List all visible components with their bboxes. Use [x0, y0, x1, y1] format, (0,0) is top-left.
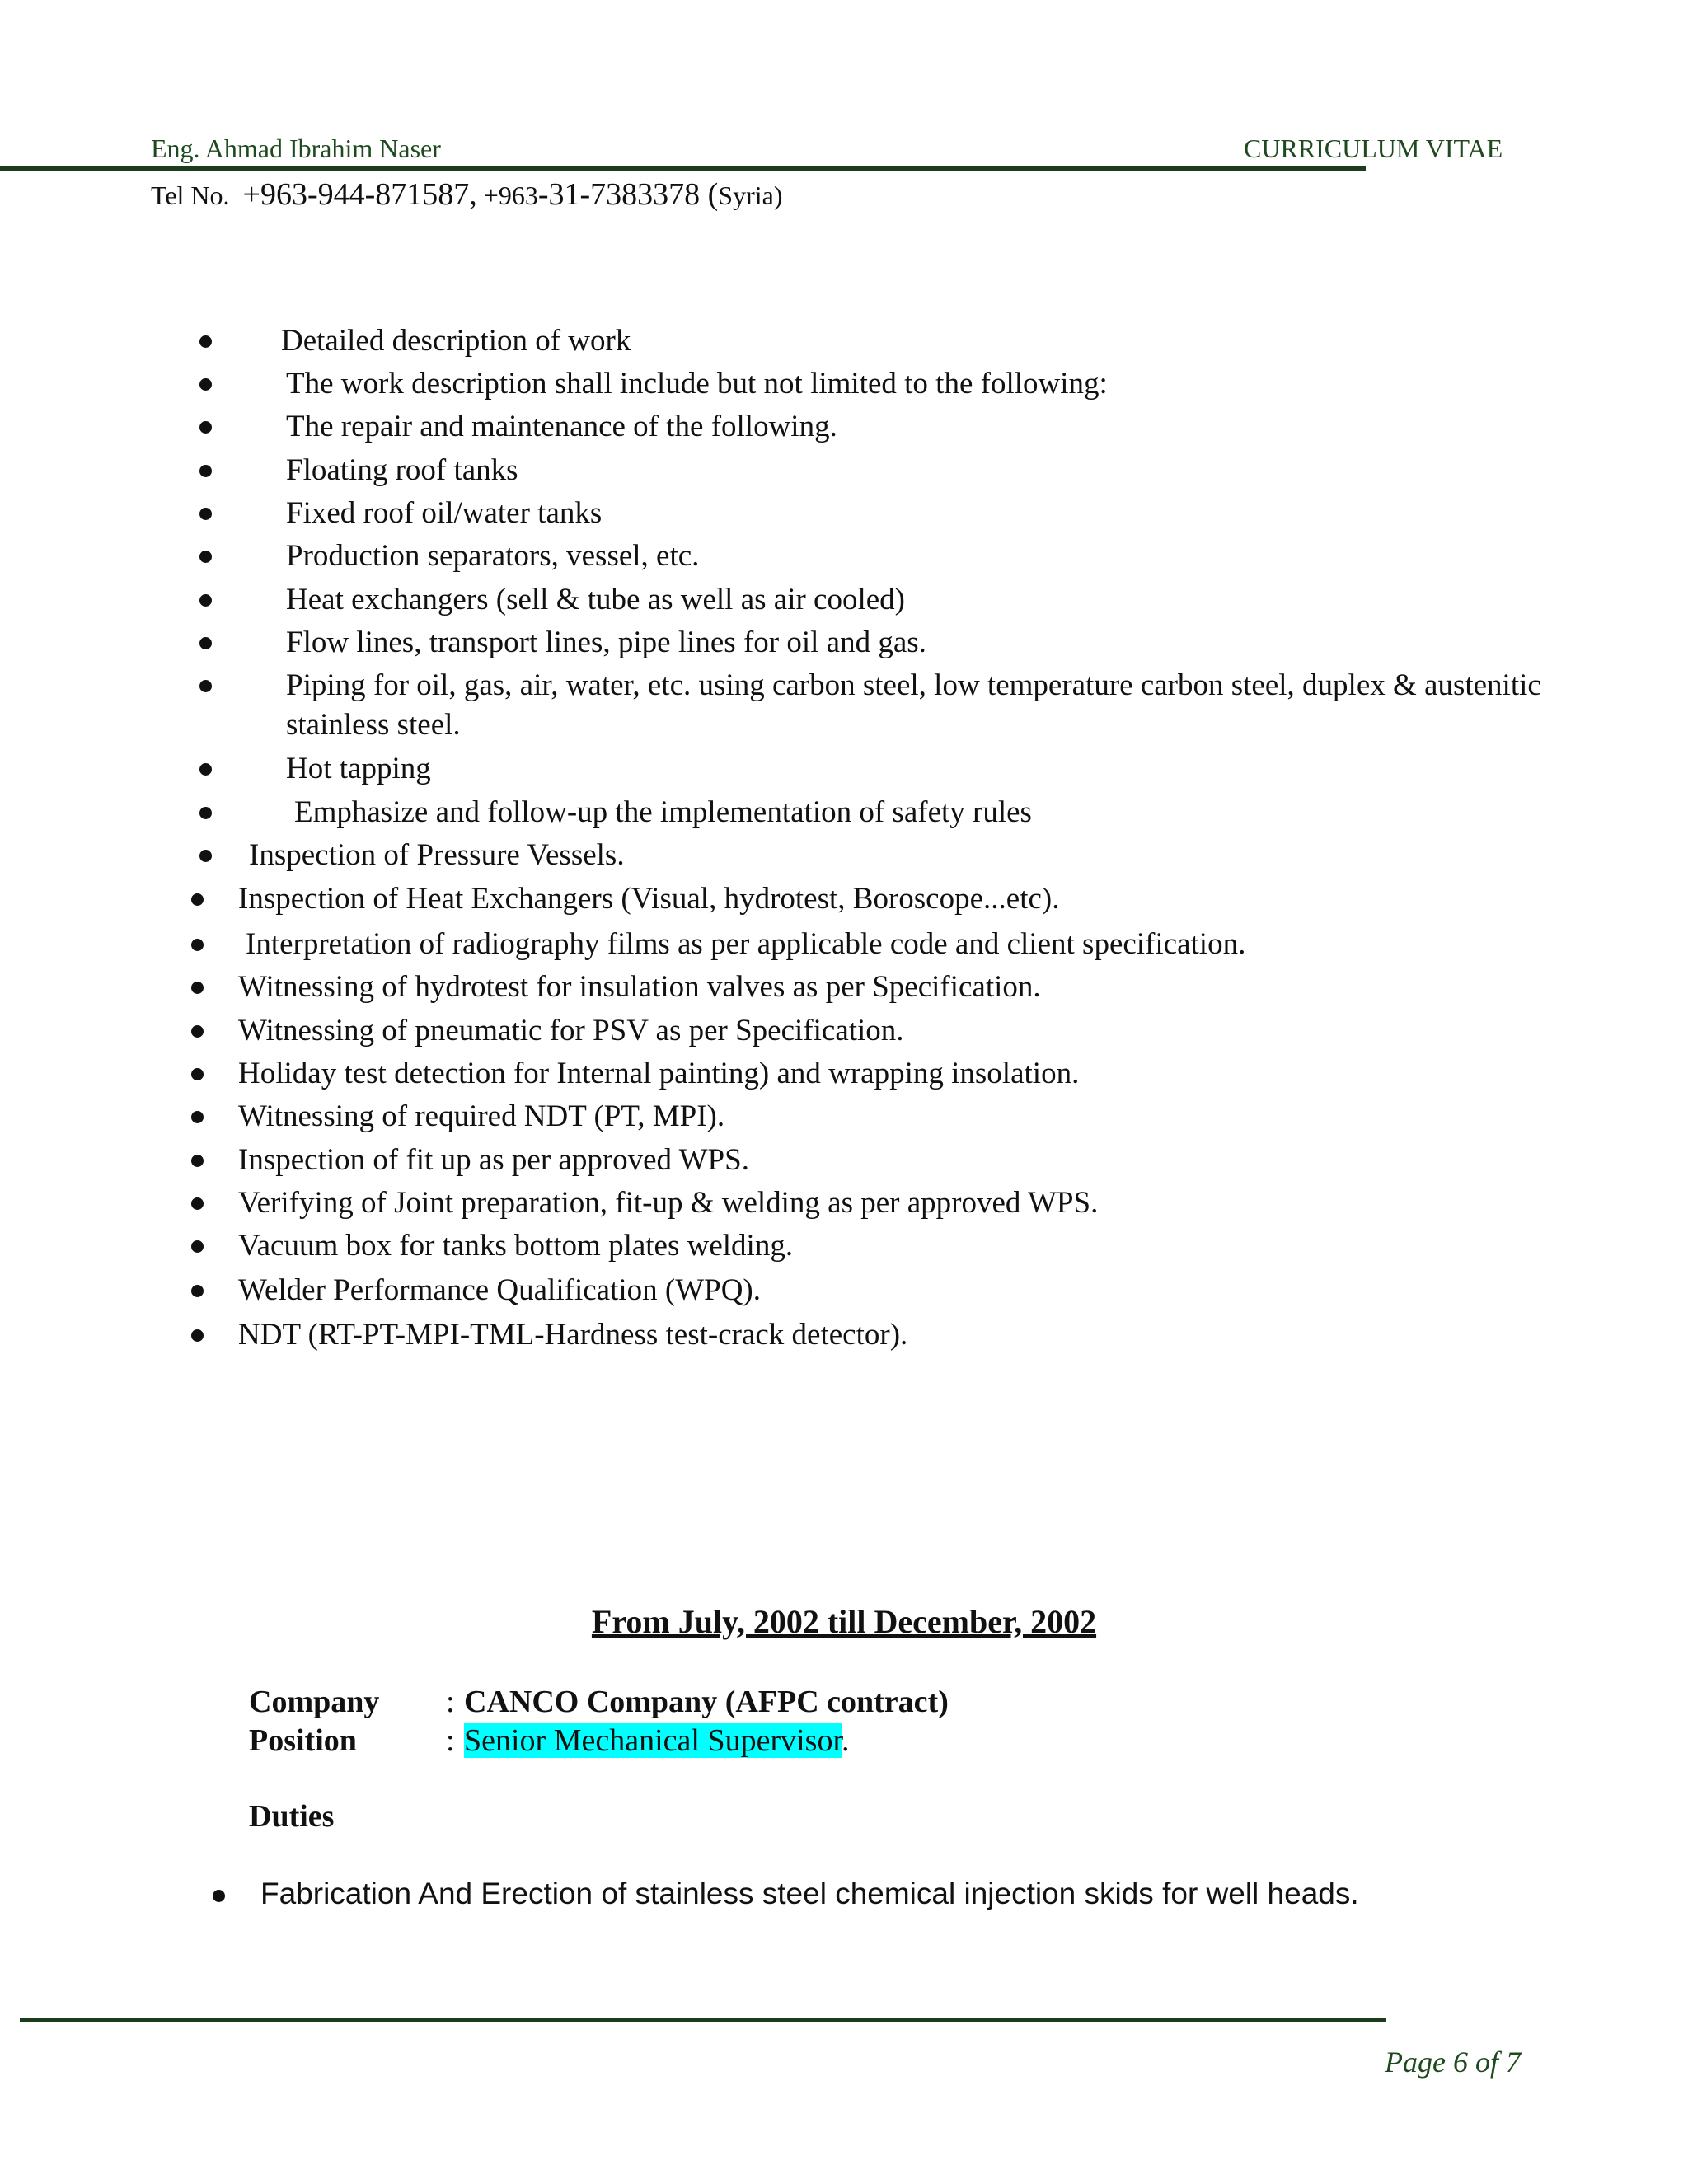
list-item: Welder Performance Qualification (WPQ).	[238, 1273, 761, 1307]
list-item: Verifying of Joint preparation, fit-up & welding as per approved WPS.	[238, 1186, 1099, 1220]
bullet-dot	[199, 680, 212, 692]
header-rule	[0, 166, 1366, 171]
bullet-dot	[191, 939, 204, 951]
bullet-dot	[199, 763, 212, 776]
tel-primary: +963-944-871587,	[242, 177, 477, 212]
list-item: Hot tapping	[286, 752, 431, 785]
bullet-dot	[191, 1240, 204, 1253]
bullet-dot	[199, 335, 212, 348]
position-value	[464, 1721, 850, 1760]
bullet-dot	[191, 1329, 204, 1342]
list-item: Detailed description of work	[281, 324, 631, 358]
list-item: Inspection of Pressure Vessels.	[249, 838, 625, 872]
position-separator: :	[446, 1723, 455, 1758]
bullet-dot	[213, 1890, 225, 1902]
duties-label: Duties	[249, 1799, 335, 1834]
bullet-dot	[191, 1155, 204, 1167]
list-item: Piping for oil, gas, air, water, etc. using carbon steel, low temperature carbon steel, duplex & austenitic stainless steel.	[286, 668, 1541, 742]
list-item: Inspection of Heat Exchangers (Visual, hydrotest, Boroscope...etc).	[238, 882, 1060, 916]
position-label: Position	[249, 1723, 357, 1758]
bullet-dot	[199, 465, 212, 477]
bullet-dot	[191, 982, 204, 994]
list-item: NDT (RT-PT-MPI-TML-Hardness test-crack detector).	[238, 1318, 908, 1352]
tel-secondary-prefix: +963	[483, 180, 538, 210]
list-item: Fixed roof oil/water tanks	[286, 496, 603, 530]
list-item: Floating roof tanks	[286, 453, 518, 487]
list-item: Witnessing of pneumatic for PSV as per Specification.	[238, 1014, 904, 1047]
list-item: Emphasize and follow-up the implementation of safety rules	[294, 795, 1032, 829]
list-item: Witnessing of hydrotest for insulation valves as per Specification.	[238, 970, 1041, 1004]
list-item: Inspection of fit up as per approved WPS.	[238, 1143, 749, 1177]
bullet-dot	[191, 1197, 204, 1210]
list-item: Vacuum box for tanks bottom plates welding.	[238, 1229, 794, 1263]
bullet-dot	[191, 1285, 204, 1297]
company-label: Company	[249, 1685, 380, 1719]
list-item: Heat exchangers (sell & tube as well as air cooled)	[286, 583, 906, 616]
list-item: Interpretation of radiography films as per applicable code and client specification.	[246, 927, 1246, 961]
page-number: Page 6 of 7	[1385, 2046, 1521, 2079]
bullet-dot	[191, 1068, 204, 1080]
company-separator: :	[446, 1685, 455, 1719]
position-highlight: Senior Mechanical Supervisor	[464, 1723, 842, 1758]
duty-item: Fabrication And Erection of stainless steel chemical injection skids for well heads.	[260, 1877, 1359, 1910]
list-item: Holiday test detection for Internal painting) and wrapping insolation.	[238, 1057, 1080, 1090]
list-item: Flow lines, transport lines, pipe lines for oil and gas.	[286, 626, 926, 659]
period-heading: From July, 2002 till December, 2002	[591, 1603, 1097, 1640]
company-value: CANCO Company (AFPC contract)	[464, 1685, 949, 1719]
list-item: Production separators, vessel, etc.	[286, 539, 700, 573]
bullet-dot	[191, 893, 204, 906]
bullet-dot	[199, 850, 212, 862]
bullet-dot	[199, 637, 212, 649]
bullet-dot	[199, 421, 212, 434]
bullet-dot	[199, 807, 212, 819]
header-name: Eng. Ahmad Ibrahim Naser	[151, 134, 441, 163]
tel-secondary-number: -31-7383378 (	[537, 177, 719, 212]
bullet-dot	[199, 594, 212, 607]
list-item: Witnessing of required NDT (PT, MPI).	[238, 1099, 725, 1133]
bullet-dot	[199, 508, 212, 520]
position-trail: .	[842, 1723, 850, 1758]
bullet-dot	[199, 378, 212, 391]
bullet-dot	[199, 551, 212, 563]
tel-country: Syria)	[718, 180, 783, 210]
bullet-dot	[191, 1111, 204, 1123]
list-item: The work description shall include but not limited to the following:	[286, 367, 1108, 401]
list-item: The repair and maintenance of the following.	[286, 410, 837, 443]
header-telephone	[151, 176, 782, 213]
tel-label: Tel No.	[151, 180, 230, 210]
bullet-dot	[191, 1025, 204, 1038]
footer-rule	[20, 2018, 1386, 2022]
header-doc-type: CURRICULUM VITAE	[1244, 134, 1503, 163]
